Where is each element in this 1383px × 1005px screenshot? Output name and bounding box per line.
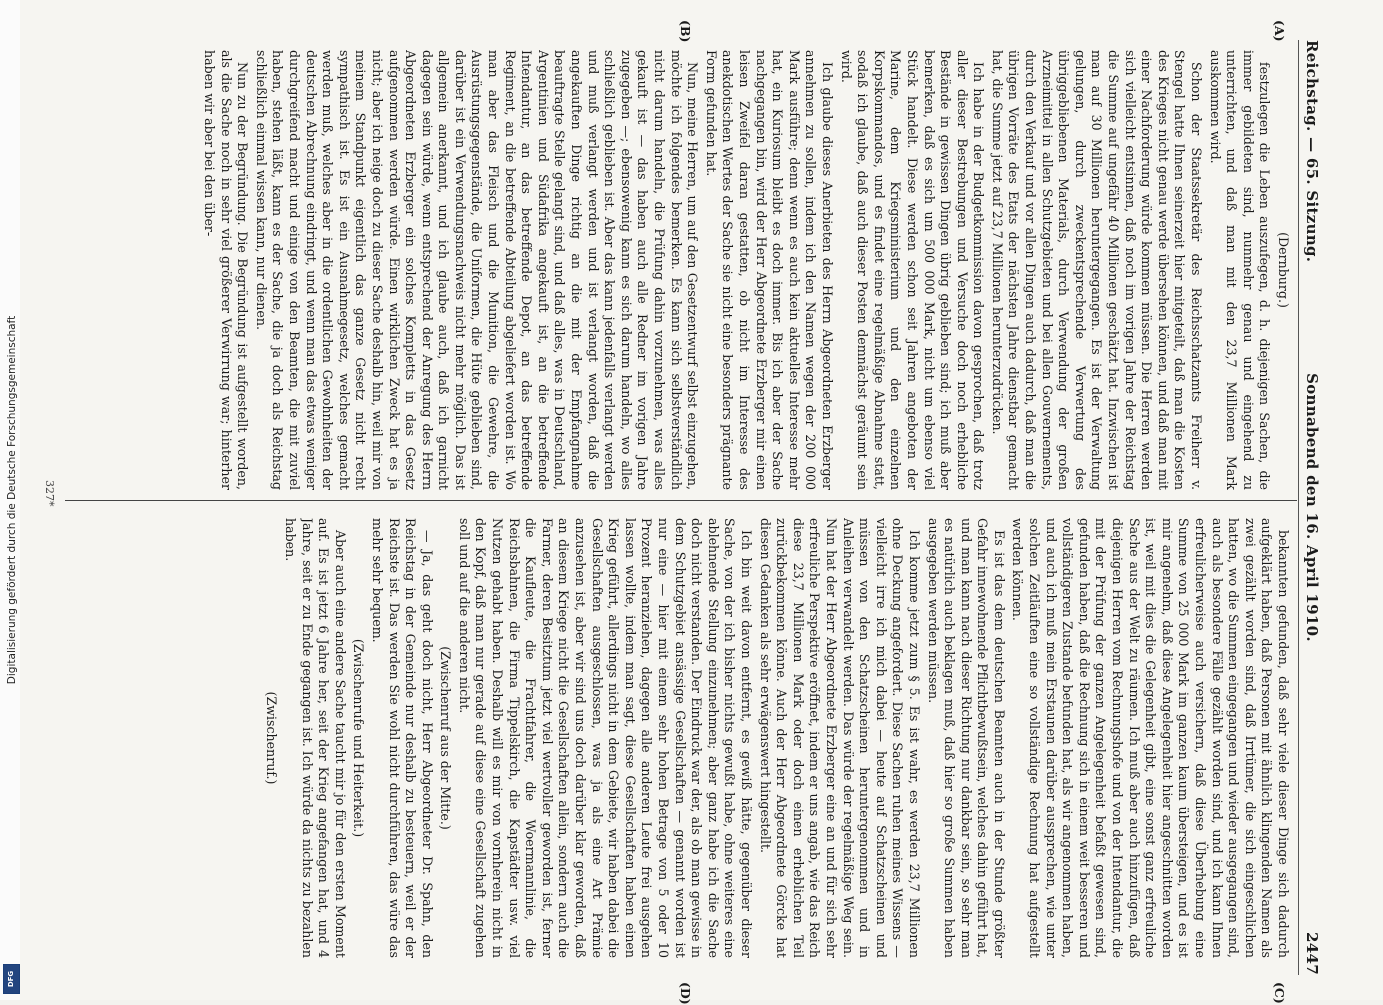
running-header [1299, 40, 1321, 975]
paragraph: bekannten gefunden, daß sehr viele dieser Dinge sich dadurch aufgeklärt haben, daß Personen mit ähnlich klingenden Namen als zwei gezählt worden sind, daß Irrtümer, die sich eingeschlichen hatten, wo die Summen eingegangen und wieder ausgegangen sind, auch als besondere Fälle gezählt worden sind, und ich kann Ihnen erfreulicherweise auch versichern, daß diese Überhebung eine Summe von 25 000 Mark im ganzen kaum übersteigen, und es ist mir angenehm, daß diese Angelegenheit hier angeschnitten worden ist, weil mit dies die Gelegenheit gibt, eine sonst ganz erfreuliche Sache aus der Welt zu räumen. Ich muß aber auch hinzufügen, daß diejenigen Herren vom Rechnungshofe und von der Intendantur, die mit der Prüfung der ganzen Angelegenheit befaßt gewesen sind, gefunden haben, daß die Rechnung sich in einem weit besseren und vollständigeren Zustande befunden hat, als wir angenommen haben, und auch ich muß mein Erstaunen darüber aussprechen, wie unter solchen Zeitläuften eine so vollständige Rechnung hat aufgestellt werden können. [1010, 518, 1291, 958]
header-left: Reichstag. — 65. Sitzung. [1303, 40, 1321, 263]
right-text-column [65, 518, 1291, 958]
column-divider [65, 500, 1297, 501]
paragraph: Ich habe in der Budgetkommission davon gesprochen, daß trotz aller dieser Bestrebungen und Versuche doch noch erhebliche Bestände in gewissen Dingen übrig geblieben sind; ich muß aber bemerken, daß es sich um 500 000 Mark, nicht um ebenso viel Stück handelt. Diese werden schon seit Jahren angeboten der Marine, dem Kriegsministerium und den einzelnen Korpskommandos, und es findet eine regelmäßige Abnahme statt, sodaß ich glaube, daß auch dieser Posten demnächst geräumt sein wird. [838, 50, 987, 490]
digitization-credit-bar [0, 0, 20, 1000]
paragraph: Schon der Staatssekretär des Reichsschatzamts Freiherr v. Stengel hatte Ihnen seinerzeit hier mitgeteilt, daß man die Kosten des Krieges nicht genau werde übersehen können, und daß man mit einer Nachforderung würde kommen müssen. Die Herren werden sich vielleicht entsinnen, daß noch im vorigen Jahre der Reichstag die Summe auf ungefähr 40 Millionen geschätzt hat. Inzwischen ist man auf 30 Millionen heruntergegangen. Es ist der Verwaltung gelungen, durch zweckentsprechende Verwertung des übriggebliebenen Materials, durch Verwendung der großen Arzneimittel in allen Schutzgebieten und bei allen Gouvernements, durch den Verkauf und vor allen Dingen auch dadurch, daß man die übrigen Vorräte des Etats der nächsten Jahre dienstbar gemacht hat, die Summe jetzt auf 23,7 Millionen herunterzudrücken. [989, 50, 1205, 490]
margin-mark-a: (A) [1272, 20, 1287, 42]
paragraph: Nun zu der Begründung. Die Begründung ist aufgestellt worden, als die Sache noch in sehr viel größerer Verwirrung war; hinterher haben wir aber bei den über- [202, 50, 251, 490]
interjection: (Zwischenruf.) [264, 691, 280, 785]
page-number: 2447 [1303, 932, 1321, 975]
margin-mark-c: (C) [1272, 982, 1287, 1004]
paragraph: Aber auch eine andere Sache taucht mir jo für den ersten Moment auf. Es ist jetzt 6 Jahre her, seit der Krieg angefangen hat, und 4 Jahre, seit er zu Ende gegangen ist. Ich würde da nichts zu bezahlen haben. [282, 518, 348, 958]
digitization-credit-text: Digitalisierung gefördert durch die Deutsche Forschungsgemeinschaft [6, 315, 18, 685]
paragraph: Ich bin weit davon entfernt, es gewiß hätte, gegenüber dieser Sache, von der ich bisher nichts gewußt habe, ohne weiteres eine ablehnende Stellung einzunehmen; aber ganz habe ich die Sache doch nicht verstanden. Der Eindruck war der, als ob man gewisse in dem Schutzgebiet ansässige Gesellschaften — genannt worden ist nur eine — hier mit einem sehr hohen Betrage von 5 oder 10 Prozent heranziehen, dagegen alle anderen Leute frei ausgehen lassen wollte, indem man sagt, diese Gesellschaften haben einen Krieg geführt, allerdings nicht in dem Gebiete, wir haben dabei die Gesellschaften ausgeschlossen, was ja als eine Art Prämie anzusehen ist, aber wir sind uns doch darüber klar geworden, daß an diesem Kriege nicht die Gesellschaften allein, sondern auch die Farmer, deren Besitztum jetzt viel wertvoller geworden ist, ferner die Kaufleute, die Frachtfahrer, die Woermannlinie, die Reichsbahnen, die Firma Tippelskirch, die Kapstädter usw. viel Nutzen gehabt haben. Deshalb will es mir von vornherein nicht in den Kopf, daß man nur gerade auf diese eine Gesellschaft zugehen soll und auf die anderen nicht. [456, 518, 754, 958]
dfg-logo-icon [3, 964, 20, 994]
paragraph: Nun, meine Herren, um auf den Gesetzentwurf selbst einzugehen, möchte ich folgendes bemerken. Es kann sich selbstverständlich nicht darum handeln, die Prüfung dahin vorzunehmen, was alles gekauft ist — das haben auch alle Redner im vorigen Jahre zugegeben —; ebensowenig kann es sich darum handeln, wo alles schließlich geblieben ist. Aber das kann jedenfalls verlangt werden und muß verlangt werden und ist verlangt worden, daß die angekauften Dinge richtig an die mit der Empfangnahme beauftragte Stelle gelangt sind, und daß alles, was in Deutschland, Argentinien und Südafrika angekauft ist, an die betreffende Intendantur, an das betreffende Depot, an das betreffende Regiment, an die betreffende Abteilung abgeliefert worden ist. Wo man aber das Fleisch und die Munition, die Gewehre, die Ausrüstungsgegenstände, die Uniformen, die Hüte geblieben sind, darüber ist ein Verwendungsnachweis nicht mehr möglich. Das ist allgemein anerkannt, und ich glaube auch, daß ich garnicht dagegen sein würde, wenn entsprechend der Anregung des Herrn Abgeordneten Erzberger ein solches Kompletts in das Gesetz aufgenommen werden würde. Einen wirklichen Zweck hat es ja nicht; aber ich neige doch zu dieser Sache deshalb hin, weil mir von meinem Standpunkt eigentlich das ganze Gesetz nicht recht sympathisch ist. Es ist ein Ausnahmegesetz, welches gemacht werden muß, welches aber in die ordentlichen Gewohnheiten der deutschen Abrechnung eindringt, und wenn man das etwas weniger durchgreifend macht und einige von den Beamten, die mit zuviel haben, stehen läßt, kann es der Sache, die ja doch als Reichstag schließlich einmal wissen kann, nur dienen. [253, 50, 701, 490]
signature-mark: 327* [43, 480, 56, 507]
interjection: (Zwischenrufe und Heiterkeit.) [351, 638, 367, 838]
speaker-name: (Dernburg.) [1276, 232, 1291, 308]
interjection: (Zwischenruf aus der Mitte.) [438, 646, 454, 830]
paragraph: Ich glaube dieses Anerbieten des Herrn Abgeordneten Erzberger annehmen zu sollen, indem ich den Namen wegen der 200 000 Mark ausführe; denn wenn es auch kein aktuelles Interesse mehr hat, ein Kuriosum bleibt es doch immer. Bis ich aber der Sache nachgegangen bin, wird der Herr Abgeordnete Erzberger mir einen leisen Zweifel daran gestatten, ob nicht im Interesse des anekdotischen Wertes der Sache sie nicht eine besonders prägnante Form gefunden hat. [703, 50, 835, 490]
margin-mark-d: (D) [678, 982, 693, 1005]
paragraph: festzulegen die Leben auszufegen, d. h. diejenigen Sachen, die immer gebildeten sind, nunmehr genau und eingehend zu unterrichten, und daß man mit den 23,7 Millionen Mark auskommen wird. [1207, 50, 1273, 490]
paragraph: Es ist das dem deutschen Beamten auch in der Stunde größter Gefahr innewohnende Pflichtbewußtsein, welches dahin geführt hat, und man kann nach dieser Richtung nur dankbar sein, so sehr man es natürlich auch beklagen muß, daß hier so große Summen haben ausgegeben werden müssen. [925, 518, 1007, 958]
left-text-column [65, 50, 1291, 490]
dfg-logo-text: DFG [7, 970, 16, 988]
paragraph: — Ja, das geht doch nicht, Herr Abgeordneter Dr. Spahn, den Reichstag in der Gemeinde nur deshalb zu besteuern, weil er der Reichste ist. Das werden Sie wohl nicht durchführen, das würe das mehr sehr bequem. [369, 518, 435, 958]
header-date: Sonnabend den 16. April 1910. [1303, 373, 1321, 642]
paragraph: Ich komme jetzt zum § 5. Es ist wahr, es werden 23,7 Millionen ohne Deckung angefordert. Diese Sachen ruhen meines Wissens — vielleicht irre ich mich dabei — heute auf Schatzscheinen und müssen von den Schatzscheinen heruntergenommen und in Anleihen verwandelt werden. Das würde der regelmäßige Weg sein. Nun hat der Herr Abgeordnete Erzberger eine an und für sich sehr erfreuliche Perspektive eröffnet, indem er uns angab, wie das Reich diese 23,7 Millionen Mark oder doch einen erheblichen Teil zurückbekommen könne. Auch der Herr Abgeordnete Görcke hat diesen Gedanken als sehr erwägenswert hingestellt. [757, 518, 922, 958]
margin-mark-b: (B) [678, 20, 693, 43]
header-rule [1298, 40, 1299, 975]
